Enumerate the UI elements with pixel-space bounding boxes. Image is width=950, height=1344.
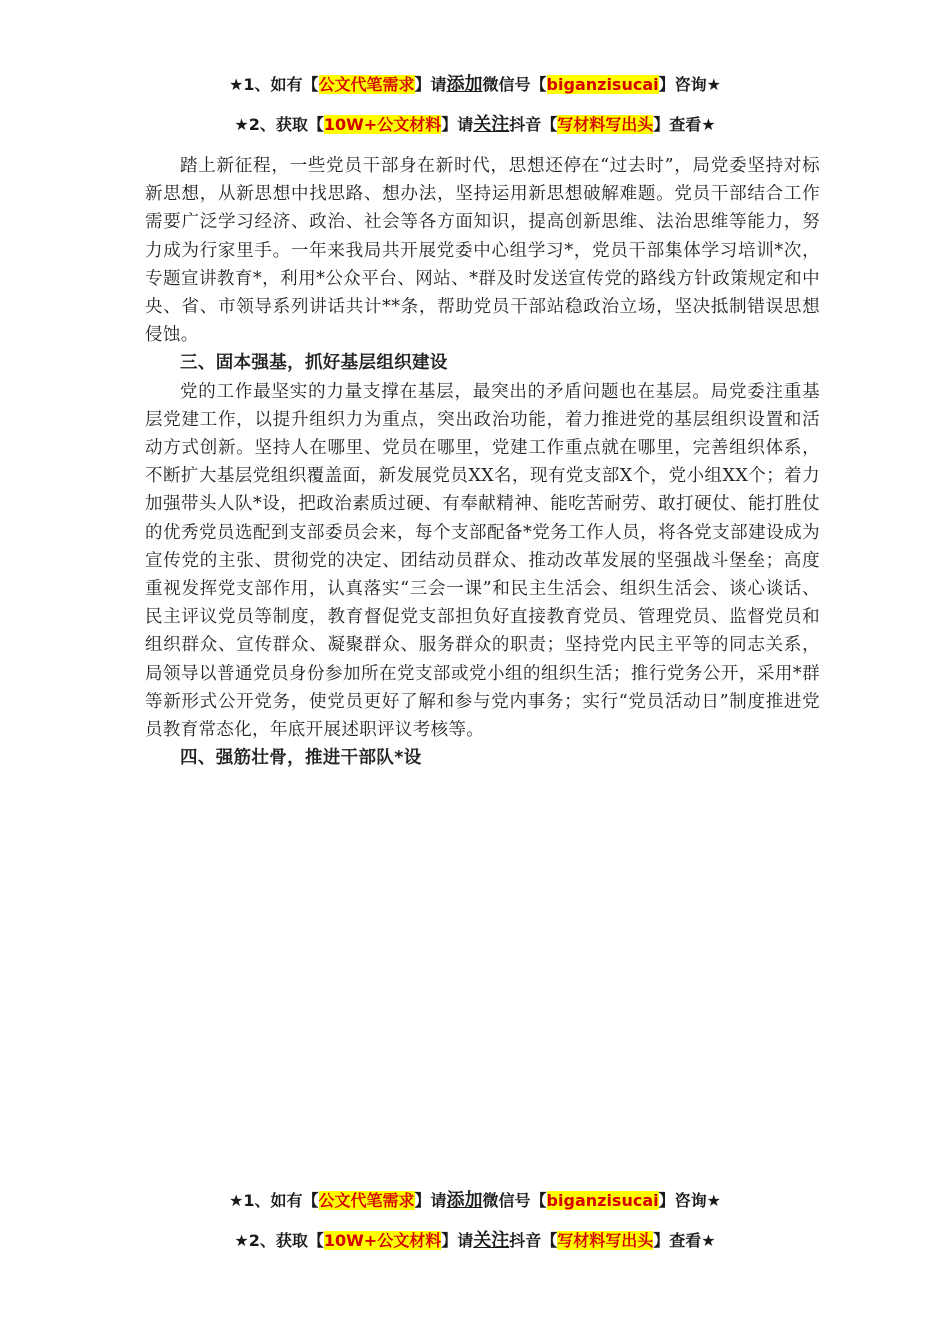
section-heading-4: 四、强筋壮骨，推进干部队*设 [180,748,422,769]
banner-text: 】请 [441,1231,474,1250]
banner-underline: 添加 [446,74,483,95]
banner-text: 】查看★ [653,1231,716,1250]
bottom-banner-line-2 [0,1226,950,1252]
banner-text: 】请 [414,75,447,94]
highlight-douyin-id: 写材料写出头 [557,115,654,134]
banner-text: 抖音【 [509,115,558,134]
highlight-wechat-id: biganzisucai [546,75,659,94]
top-banner-line-2 [0,110,950,136]
banner-text: 微信号【 [482,1191,547,1210]
bottom-banner-line-1 [0,1186,950,1212]
banner-underline: 添加 [446,1190,483,1211]
banner-text: ★1、如有【 [229,1191,319,1210]
highlight-service: 公文代笔需求 [318,1191,415,1210]
highlight-douyin-id: 写材料写出头 [557,1231,654,1250]
section-heading-3: 三、固本强基，抓好基层组织建设 [180,353,448,374]
banner-underline: 关注 [473,1230,510,1251]
banner-text: 】咨询★ [658,75,721,94]
document-body [145,152,820,772]
banner-text: ★2、获取【 [234,115,324,134]
banner-text: 抖音【 [509,1231,558,1250]
banner-text: 】请 [441,115,474,134]
highlight-materials: 10W+公文材料 [323,1231,442,1250]
banner-text: 】查看★ [653,115,716,134]
banner-underline: 关注 [473,114,510,135]
highlight-wechat-id: biganzisucai [546,1191,659,1210]
banner-text: 】咨询★ [658,1191,721,1210]
banner-text: 微信号【 [482,75,547,94]
top-banner-line-1 [0,70,950,96]
paragraph-grassroots: 党的工作最坚实的力量支撑在基层，最突出的矛盾问题也在基层。局党委注重基层党建工作，以提升组织力为重点，突出政治功能，着力推进党的基层组织设置和活动方式创新。坚持人在哪里、党员在哪里，党建工作重点就在哪里，完善组织体系，不断扩大基层党组织覆盖面，新发展党员XX名，现有党支部X个，党小组XX个；着力加强带头人队*设，把政治素质过硬、有奉献精神、能吃苦耐劳、敢打硬仗、能打胜仗的优秀党员选配到支部委员会来，每个支部配备*党务工作人员，将各党支部建设成为宣传党的主张、贯彻党的决定、团结动员群众、推动改革发展的坚强战斗堡垒；高度重视发挥党支部作用，认真落实“三会一课”和民主生活会、组织生活会、谈心谈话、民主评议党员等制度，教育督促党支部担负好直接教育党员、管理党员、监督党员和组织群众、宣传群众、凝聚群众、服务群众的职责；坚持党内民主平等的同志关系，局领导以普通党员身份参加所在党支部或党小组的组织生活；推行党务公开，采用*群等新形式公开党务，使党员更好了解和参与党内事务；实行“党员活动日”制度推进党员教育常态化，年底开展述职评议考核等。 [145,381,820,741]
banner-text: ★2、获取【 [234,1231,324,1250]
paragraph-study: 踏上新征程，一些党员干部身在新时代，思想还停在“过去时”，局党委坚持对标新思想，从新思想中找思路、想办法，坚持运用新思想破解难题。党员干部结合工作需要广泛学习经济、政治、社会等各方面知识，提高创新思维、法治思维等能力，努力成为行家里手。一年来我局共开展党委中心组学习*，党员干部集体学习培训*次，专题宣讲教育*，利用*公众平台、网站、*群及时发送宣传党的路线方针政策规定和中央、省、市领导系列讲话共计**条，帮助党员干部站稳政治立场，坚决抵制错误思想侵蚀。 [145,156,820,346]
highlight-materials: 10W+公文材料 [323,115,442,134]
banner-text: 】请 [414,1191,447,1210]
banner-text: ★1、如有【 [229,75,319,94]
highlight-service: 公文代笔需求 [318,75,415,94]
